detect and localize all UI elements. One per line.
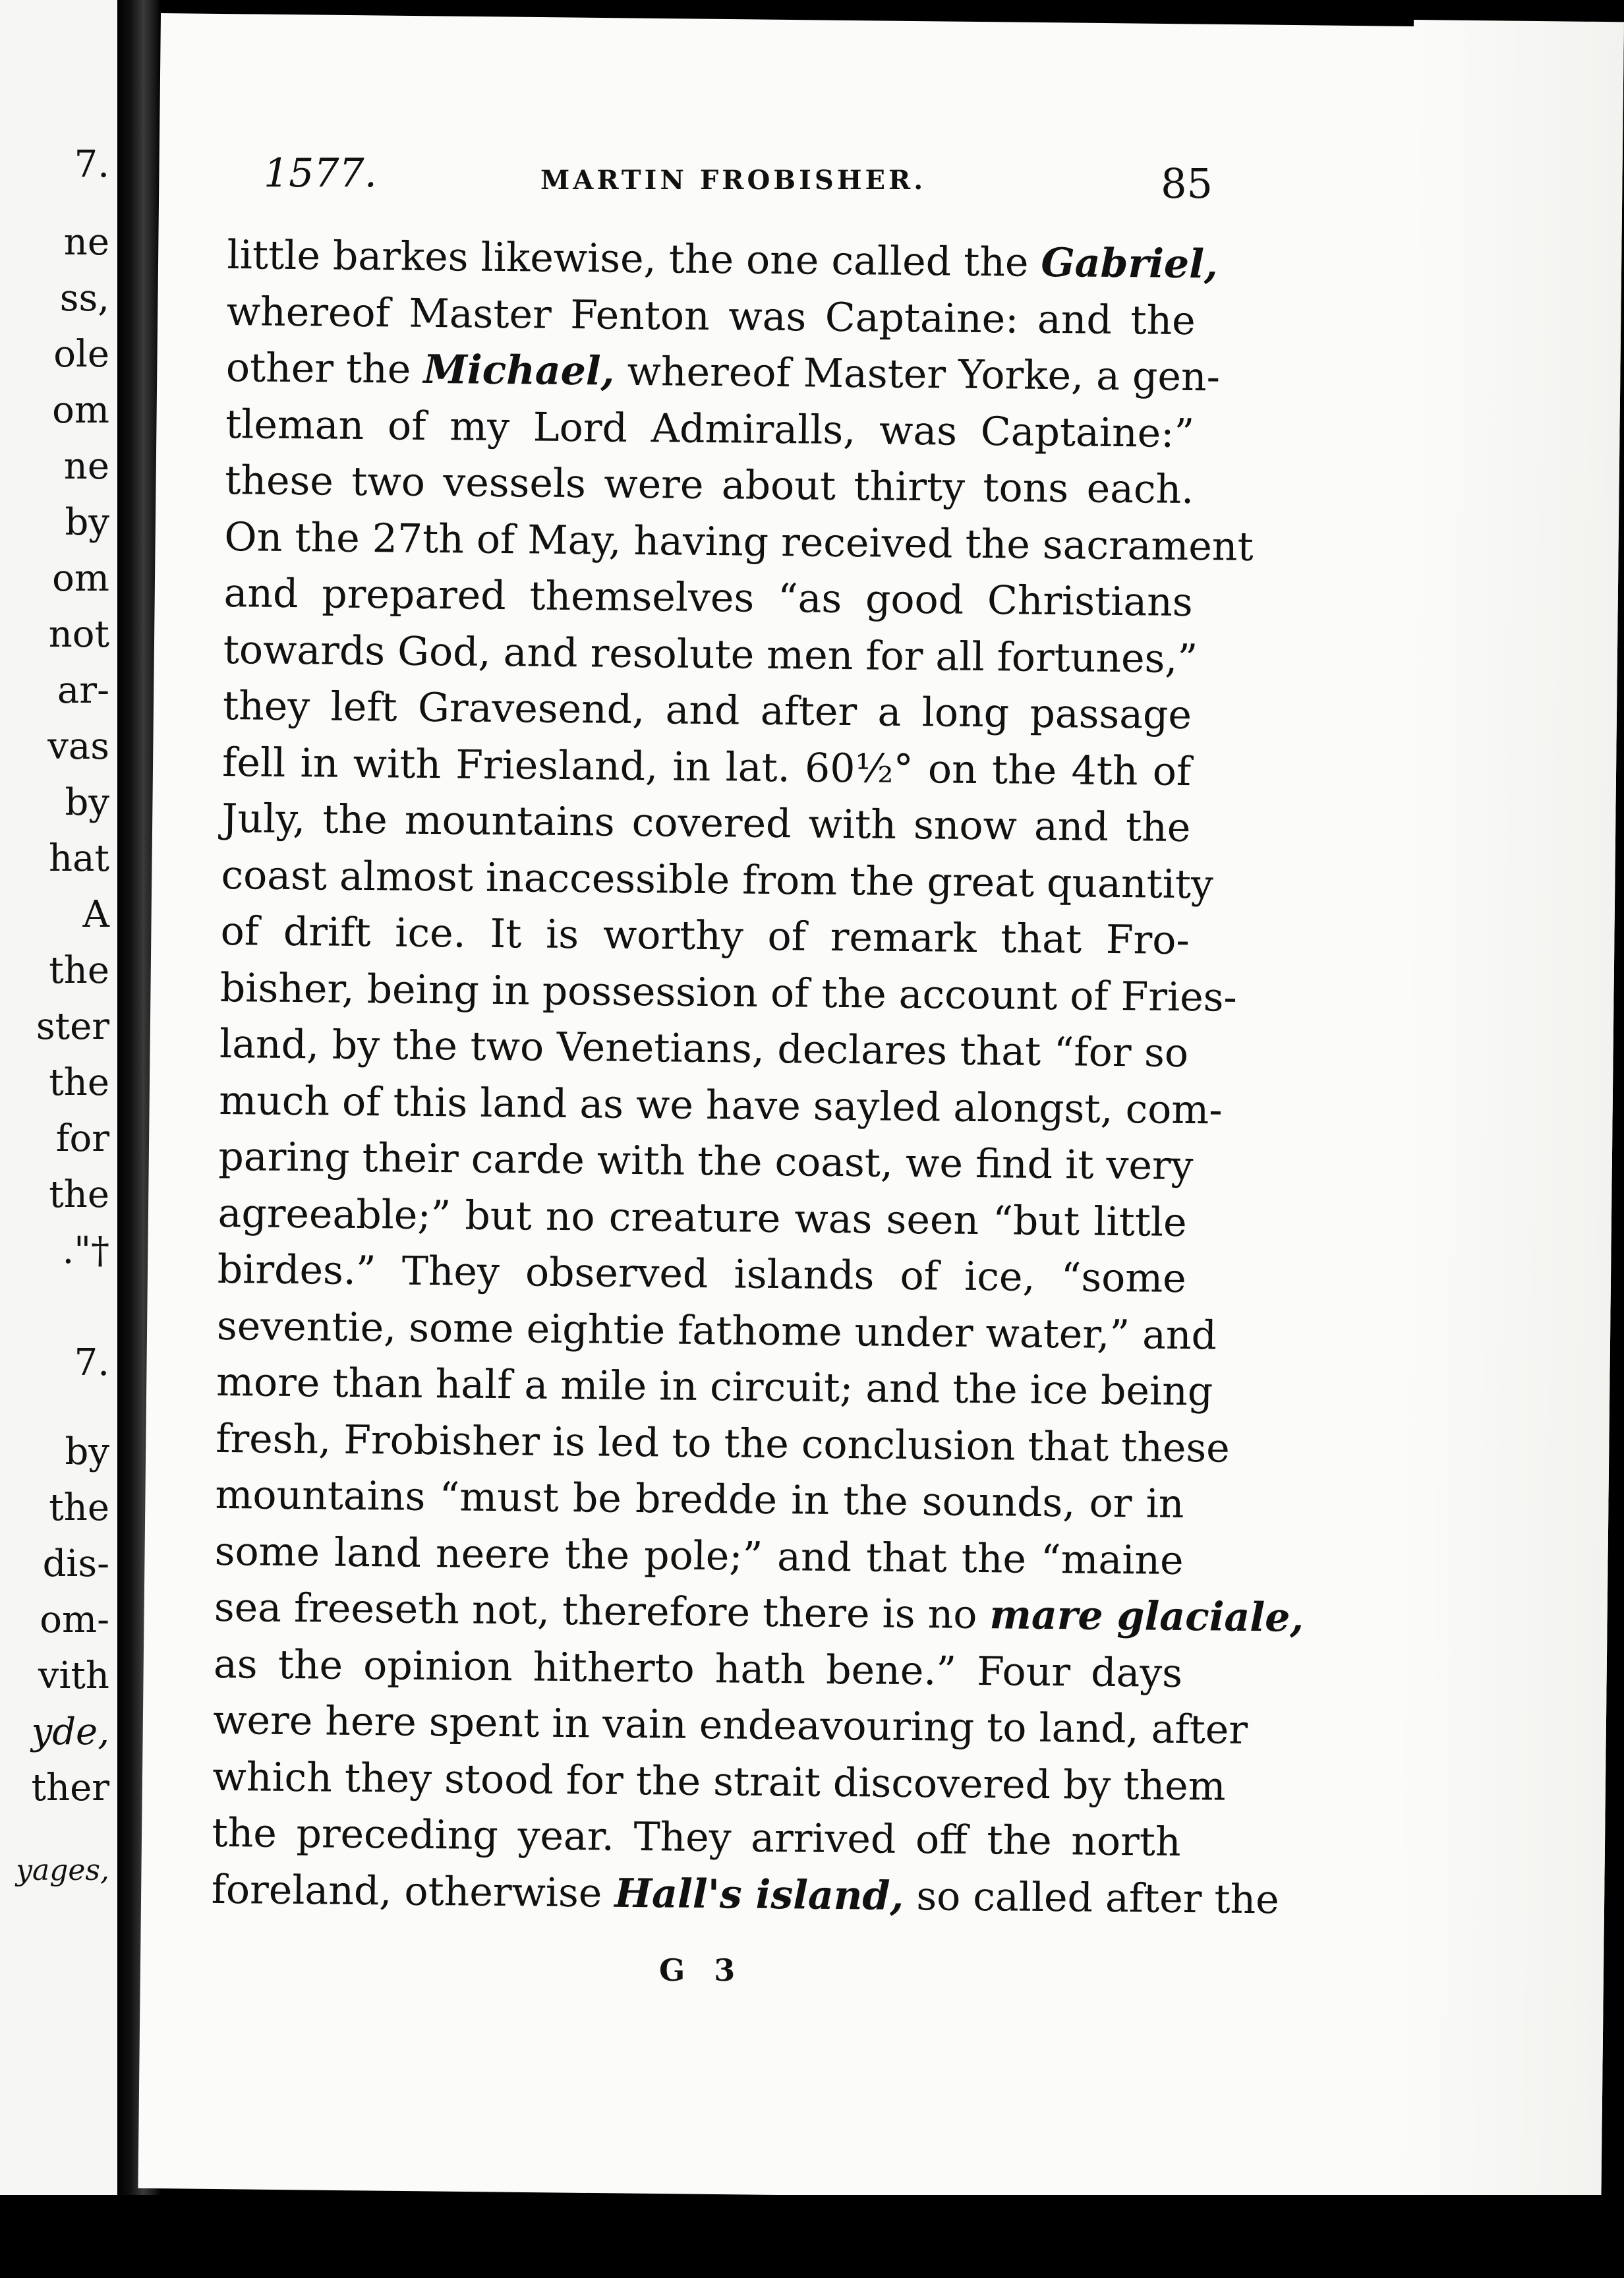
italic-term: mare glaciale, bbox=[989, 1592, 1304, 1641]
body-line-text: coast almost inaccessible from the great quantity bbox=[221, 852, 1214, 908]
body-line-text: sea freeseth not, therefore there is no bbox=[214, 1584, 990, 1639]
body-line-text: of drift ice. It is worthy of remark that Fro- bbox=[220, 908, 1190, 964]
left-margin-fragment: by bbox=[65, 501, 109, 544]
left-margin-fragment: by bbox=[65, 781, 109, 824]
body-line-text: agreeable;” but no creature was seen “but little bbox=[218, 1190, 1187, 1246]
body-line bbox=[214, 1636, 1183, 1702]
body-line bbox=[212, 1749, 1226, 1815]
page-edge bbox=[1391, 20, 1624, 2210]
body-line bbox=[216, 1298, 1217, 1364]
left-margin-fragment: yages, bbox=[16, 1854, 109, 1887]
body-line-text: were here spent in vain endeavouring to land, after bbox=[212, 1697, 1248, 1753]
body-line-text: other the bbox=[225, 344, 424, 393]
body-line-text: land, by the two Venetians, declares that “for so bbox=[219, 1020, 1189, 1077]
body-line bbox=[219, 1016, 1189, 1082]
body-line bbox=[226, 283, 1196, 349]
running-header bbox=[264, 150, 1213, 210]
italic-term: Michael, bbox=[423, 346, 615, 395]
left-margin-fragment: the bbox=[49, 949, 109, 992]
body-line-text: they left Gravesend, and after a long passage bbox=[222, 682, 1192, 739]
header-year: 1577. bbox=[264, 150, 377, 196]
body-line bbox=[212, 1805, 1181, 1871]
body-line-text: towards God, and resolute men for all fortunes,” bbox=[223, 626, 1198, 682]
body-line bbox=[222, 734, 1192, 800]
body-text bbox=[211, 227, 1304, 1927]
body-line bbox=[216, 1411, 1231, 1476]
body-line-text: so called after the bbox=[903, 1873, 1280, 1923]
body-line bbox=[220, 904, 1190, 970]
body-line bbox=[223, 622, 1198, 687]
body-line bbox=[221, 791, 1191, 857]
body-line bbox=[217, 1242, 1186, 1308]
left-page-fragment bbox=[0, 0, 117, 2215]
body-line-text: these two vessels were about thirty tons each. bbox=[224, 457, 1194, 513]
left-margin-fragment: ne bbox=[63, 221, 109, 264]
left-margin-fragment: the bbox=[49, 1486, 109, 1529]
body-line-text: bisher, being in possession of the account of Fries- bbox=[219, 964, 1238, 1021]
body-line-text: and prepared themselves “as good Christians bbox=[223, 570, 1193, 626]
body-line-text: fresh, Frobisher is led to the conclusion that these bbox=[216, 1415, 1231, 1472]
body-line bbox=[214, 1523, 1184, 1589]
body-line bbox=[221, 847, 1214, 913]
body-line-text: the preceding year. They arrived off the north bbox=[212, 1809, 1181, 1865]
left-margin-fragment: yde, bbox=[31, 1710, 109, 1753]
page-number: 85 bbox=[1161, 160, 1213, 208]
body-line-text: tleman of my Lord Admiralls, was Captaine:” bbox=[225, 401, 1195, 457]
left-margin-fragment: dis- bbox=[42, 1542, 109, 1585]
left-margin-fragment: for bbox=[55, 1117, 109, 1160]
running-title: MARTIN FROBISHER. bbox=[540, 165, 927, 196]
left-margin-fragment: by bbox=[65, 1430, 109, 1473]
left-margin-fragment: ole bbox=[53, 333, 109, 376]
left-margin-fragment: the bbox=[49, 1061, 109, 1104]
body-line bbox=[214, 1580, 1304, 1646]
left-margin-fragment: 7. bbox=[74, 1341, 109, 1384]
body-line-text: fell in with Friesland, in lat. 60½° on the 4th of bbox=[221, 739, 1192, 795]
left-margin-fragment: vith bbox=[38, 1654, 109, 1697]
left-margin-fragment: om bbox=[52, 389, 109, 432]
body-line bbox=[215, 1467, 1184, 1533]
body-line-text: little barkes likewise, the one called the bbox=[227, 231, 1041, 286]
left-margin-fragment: ss, bbox=[59, 277, 109, 320]
left-margin-fragment: ."† bbox=[62, 1229, 109, 1272]
body-line-text: some land neere the pole;” and that the “maine bbox=[214, 1528, 1184, 1584]
left-margin-fragment: om- bbox=[40, 1598, 109, 1641]
body-line bbox=[225, 453, 1194, 519]
body-line-text: birdes.” They observed islands of ice, “some bbox=[217, 1246, 1187, 1302]
body-line bbox=[218, 1072, 1223, 1138]
left-margin-fragment: A bbox=[82, 893, 109, 936]
body-line bbox=[218, 1129, 1194, 1195]
body-line-text: paring their carde with the coast, we find it very bbox=[218, 1133, 1194, 1190]
left-margin-fragment: vas bbox=[47, 725, 109, 768]
left-margin-fragment: ster bbox=[36, 1005, 109, 1048]
left-margin-fragment: om bbox=[52, 557, 109, 600]
body-line bbox=[223, 678, 1192, 744]
body-line bbox=[224, 509, 1254, 575]
body-line bbox=[212, 1693, 1248, 1759]
left-margin-fragment: the bbox=[49, 1173, 109, 1216]
body-line-text: more than half a mile in circuit; and the ice being bbox=[216, 1358, 1213, 1415]
signature-mark: G 3 bbox=[659, 1952, 745, 1988]
body-line-text: whereof Master Yorke, a gen- bbox=[614, 348, 1221, 401]
left-margin-fragment: ar- bbox=[57, 669, 109, 712]
body-line bbox=[218, 1185, 1187, 1251]
scan-bottom-edge bbox=[0, 2195, 1624, 2278]
left-margin-fragment: 7. bbox=[74, 143, 109, 186]
body-line bbox=[225, 396, 1195, 462]
body-line bbox=[225, 340, 1221, 406]
body-line-text: On the 27th of May, having received the sacrament bbox=[224, 513, 1254, 570]
body-line-text: July, the mountains covered with snow and the bbox=[221, 795, 1191, 852]
body-line bbox=[219, 960, 1238, 1026]
body-line-text: mountains “must be bredde in the sounds, or in bbox=[215, 1471, 1184, 1528]
body-line bbox=[223, 566, 1193, 631]
italic-term: Hall's island, bbox=[614, 1870, 904, 1919]
body-line-text: much of this land as we have sayled alongst, com- bbox=[218, 1077, 1223, 1134]
body-line bbox=[211, 1861, 1280, 1927]
body-line-text: whereof Master Fenton was Captaine: and the bbox=[226, 288, 1196, 344]
left-margin-fragment: ne bbox=[63, 445, 109, 488]
italic-term: Gabriel, bbox=[1041, 239, 1219, 288]
body-line-text: which they stood for the strait discovered by them bbox=[212, 1753, 1226, 1810]
left-margin-fragment: not bbox=[48, 613, 109, 656]
body-line bbox=[216, 1355, 1213, 1420]
body-line-text: as the opinion hitherto hath bene.” Four days bbox=[213, 1641, 1183, 1697]
left-margin-fragment: ther bbox=[31, 1767, 109, 1809]
body-line-text: seventie, some eightie fathome under water,” and bbox=[216, 1302, 1217, 1358]
body-line-text: foreland, otherwise bbox=[211, 1866, 615, 1917]
body-line bbox=[227, 227, 1219, 293]
left-margin-fragment: hat bbox=[49, 837, 109, 880]
